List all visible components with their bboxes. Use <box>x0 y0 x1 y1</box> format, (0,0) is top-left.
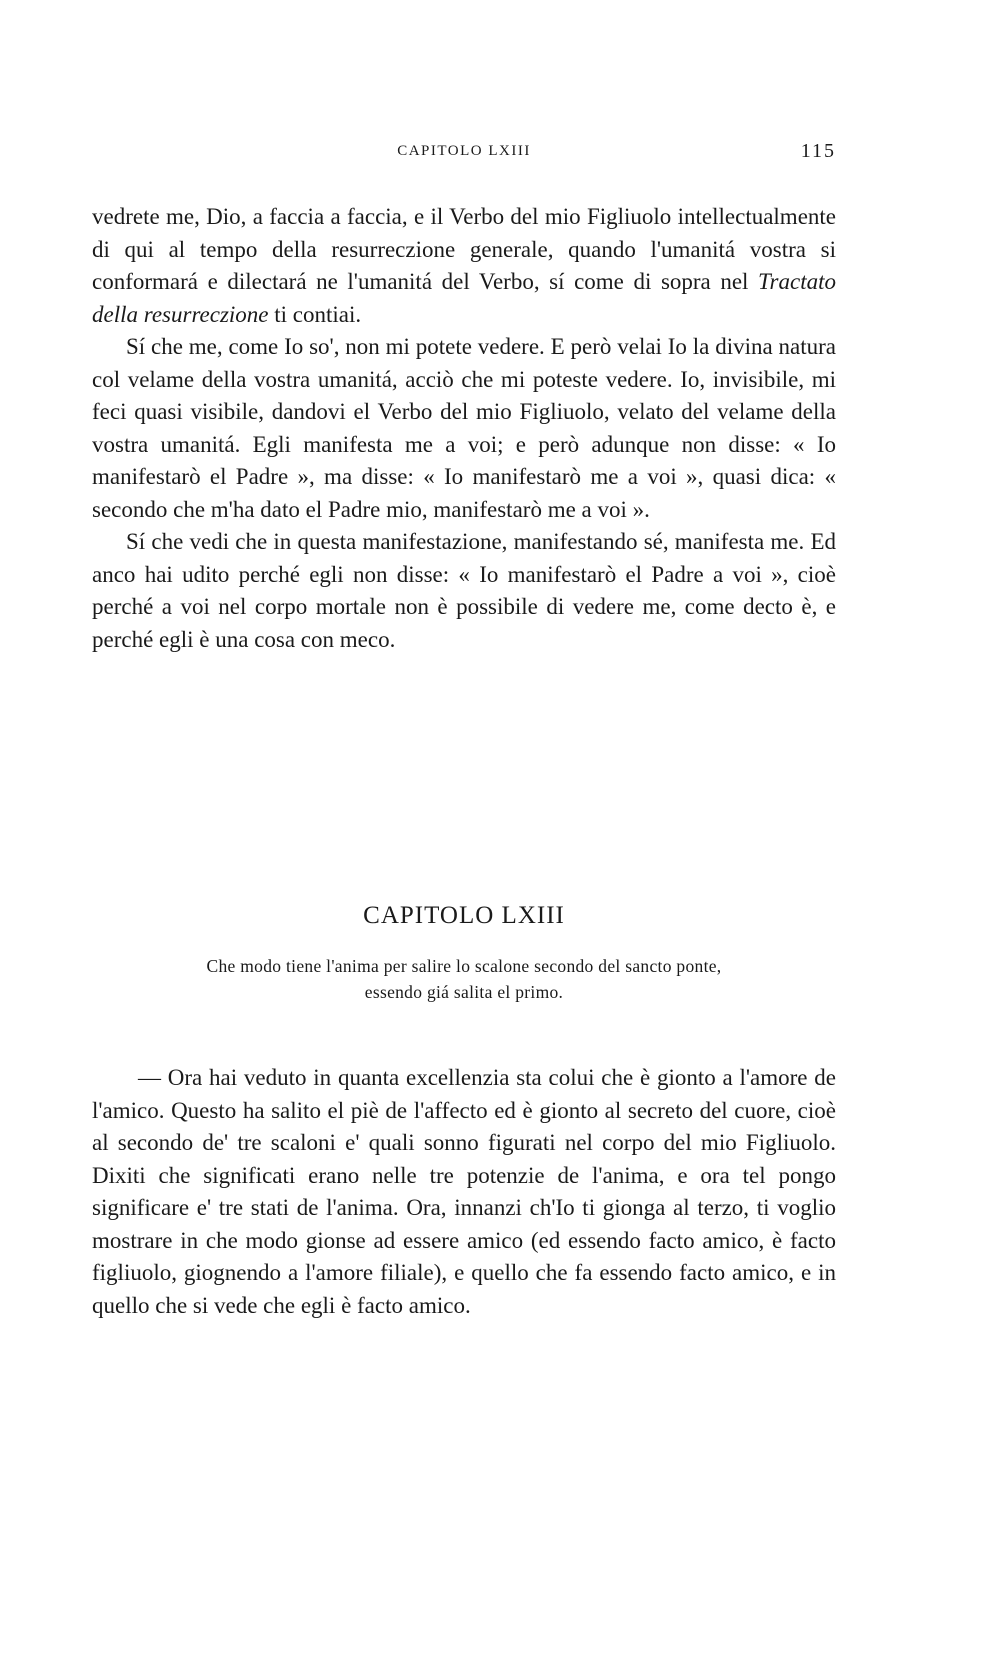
paragraph: Sí che me, come Io so', non mi potete vedere. E però velai Io la divina natura col velame della vostra umanitá, acciò che mi poteste vedere. Io, invisibile, mi feci quasi visibile, dandovi el Verbo del mio Figliuolo, velato del velame della vostra umanitá. Egli manifesta me a voi; e però adunque non disse: « Io manifestarò el Padre », ma disse: « Io manifestarò me a voi », quasi dica: « secondo che m'ha dato el Padre mio, manifestarò me a voi ». <box>92 334 836 522</box>
running-head <box>92 140 836 167</box>
continuation-text <box>92 201 836 656</box>
chapter-summary <box>92 953 836 1005</box>
paragraph: Sí che vedi che in questa manifestazione, manifestando sé, manifesta me. Ed anco hai udito perché egli non disse: « Io manifestarò el Padre a voi », cioè perché a voi nel corpo mortale non è possibile di vedere me, come decto è, e perché egli è una cosa con meco. <box>92 529 836 652</box>
chapter-text <box>92 1062 836 1322</box>
paragraph-text: vedrete me, Dio, a faccia a faccia, e il Verbo del mio Figliuolo intellectualmente di qui al tempo della resurreczione generale, quando l'umanitá vostra si conformará e dilectará ne l'umanitá del Verbo, sí come di sopra nel <box>92 204 836 294</box>
chapter-summary-line: essendo giá salita el primo. <box>364 982 564 1002</box>
paragraph: — Ora hai veduto in quanta excellenzia sta colui che è gionto a l'amore de l'amico. Questo ha salito el piè de l'affecto ed è gionto al secreto del cuore, cioè al secondo de' tre scaloni e' quali sonno figurati nel corpo del mio Figliuolo. Dixiti che significati erano nelle tre potenzie de l'anima, e ora tel pongo significare e' tre stati de l'anima. Ora, innanzi ch'Io ti gionga al terzo, ti voglio mostrare in che modo gionse ad essere amico (ed essendo facto amico, è facto figliuolo, giognendo a l'amore filiale), e quello che fa essendo facto amico, e in quello che si vede che egli è facto amico. <box>92 1065 836 1318</box>
paragraph-text: ti contiai. <box>268 301 362 327</box>
chapter-summary-line: Che modo tiene l'anima per salire lo scalone secondo del sancto ponte, <box>206 956 722 976</box>
page-number: 115 <box>800 140 836 162</box>
italic-title: Tractato della resurreczione <box>92 269 836 327</box>
running-title: CAPITOLO LXIII <box>397 143 531 159</box>
paragraph <box>92 201 836 331</box>
chapter-title: CAPITOLO LXIII <box>363 902 565 929</box>
